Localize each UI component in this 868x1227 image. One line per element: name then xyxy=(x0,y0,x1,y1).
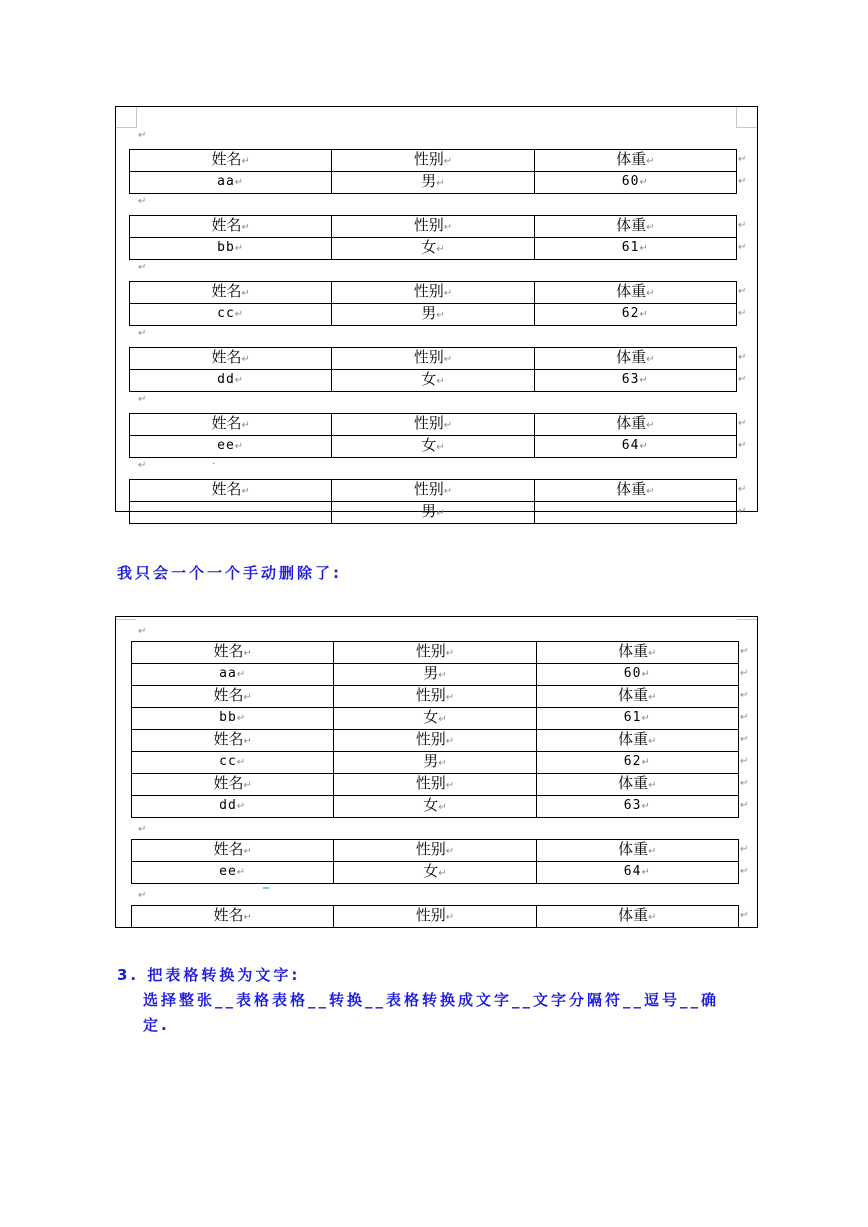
table-cell: 姓名↵ xyxy=(130,282,332,304)
step3-instructions-end: 定. xyxy=(143,1016,170,1034)
word-table xyxy=(129,479,737,524)
cell-end-mark: ↵ xyxy=(445,692,455,703)
table-cell: 63↵ xyxy=(534,370,736,392)
table-cell: 女↵ xyxy=(332,238,534,260)
table-cell: 姓名↵ xyxy=(132,730,334,752)
table-cell: 姓名↵ xyxy=(132,840,334,862)
row-end-mark: ↵ xyxy=(738,154,747,165)
cell-end-mark: ↵ xyxy=(436,442,445,453)
cell-end-mark: ↵ xyxy=(646,288,655,299)
row-end-mark: ↵ xyxy=(738,374,747,385)
table-cell: 女↵ xyxy=(334,796,536,818)
table-cell: ee↵ xyxy=(130,436,332,458)
word-table xyxy=(129,149,737,194)
cell-end-mark: ↵ xyxy=(236,757,247,768)
cursor-mark xyxy=(263,887,269,889)
table-cell: 女↵ xyxy=(332,370,534,392)
row-end-mark: ↵ xyxy=(738,418,747,429)
table-row xyxy=(130,436,737,458)
row-end-mark: ↵ xyxy=(740,910,749,921)
cell-end-mark: ↵ xyxy=(438,868,447,879)
table-cell: 体重↵ xyxy=(534,480,736,502)
table-cell: cc↵ xyxy=(132,752,334,774)
row-end-mark: ↵ xyxy=(738,286,747,297)
paragraph-mark: ↵ xyxy=(138,460,147,471)
cell-end-mark: ↵ xyxy=(241,486,250,497)
row-end-mark: ↵ xyxy=(740,646,749,657)
cell-end-mark: ↵ xyxy=(234,243,245,254)
table-cell: 姓名↵ xyxy=(130,150,332,172)
cell-end-mark: ↵ xyxy=(648,912,657,923)
cell-end-mark: ↵ xyxy=(639,177,649,188)
row-end-mark: ↵ xyxy=(738,484,747,495)
word-screenshot-merged-tables xyxy=(115,616,758,928)
row-end-mark: ↵ xyxy=(738,506,747,517)
table-cell: 体重↵ xyxy=(534,348,736,370)
table-cell: 性别↵ xyxy=(332,216,534,238)
word-table xyxy=(131,905,739,928)
table-cell: 性别↵ xyxy=(334,906,536,928)
cell-end-mark: ↵ xyxy=(443,222,453,233)
table-row xyxy=(132,686,739,708)
table-cell: 体重↵ xyxy=(534,414,736,436)
table-cell: 性别↵ xyxy=(332,480,534,502)
cell-end-mark: ↵ xyxy=(646,156,655,167)
paragraph-mark: ↵ xyxy=(138,130,147,141)
table-row xyxy=(130,348,737,370)
table-cell: 性别↵ xyxy=(334,840,536,862)
word-table xyxy=(129,413,737,458)
row-end-mark: ↵ xyxy=(738,440,747,451)
table-cell: 性别↵ xyxy=(332,414,534,436)
cell-end-mark: ↵ xyxy=(445,736,455,747)
caption-manual-delete: 我只会一个一个手动删除了: xyxy=(117,564,342,582)
cell-end-mark: ↵ xyxy=(648,736,657,747)
stray-dot: . xyxy=(212,457,215,467)
cell-end-mark: ↵ xyxy=(241,420,250,431)
table-cell: 60↵ xyxy=(534,172,736,194)
table-cell: bb↵ xyxy=(132,708,334,730)
table-cell: 女↵ xyxy=(334,708,536,730)
table-cell: 体重↵ xyxy=(534,150,736,172)
table-cell: 性别↵ xyxy=(332,150,534,172)
table-cell: ee↵ xyxy=(132,862,334,884)
table-cell: aa↵ xyxy=(132,664,334,686)
table-cell: 体重↵ xyxy=(534,216,736,238)
table-cell: 体重↵ xyxy=(536,774,738,796)
table-row xyxy=(132,840,739,862)
cell-end-mark: ↵ xyxy=(438,758,447,769)
cell-end-mark: ↵ xyxy=(234,177,245,188)
cell-end-mark: ↵ xyxy=(236,867,247,878)
cell-end-mark: ↵ xyxy=(243,912,252,923)
table-row xyxy=(130,282,737,304)
row-end-mark: ↵ xyxy=(740,690,749,701)
table-row xyxy=(130,480,737,502)
row-end-mark: ↵ xyxy=(738,176,747,187)
cell-end-mark: ↵ xyxy=(445,780,455,791)
cell-end-mark: ↵ xyxy=(243,736,252,747)
table-cell: 姓名↵ xyxy=(130,348,332,370)
table-row xyxy=(132,774,739,796)
table-cell: 性别↵ xyxy=(332,282,534,304)
row-end-mark: ↵ xyxy=(738,242,747,253)
page-corner-mark xyxy=(737,617,757,620)
cell-end-mark: ↵ xyxy=(438,670,447,681)
table-cell: cc↵ xyxy=(130,304,332,326)
cell-end-mark: ↵ xyxy=(443,486,453,497)
table-cell: 性别↵ xyxy=(334,730,536,752)
cell-end-mark: ↵ xyxy=(445,846,455,857)
cell-end-mark: ↵ xyxy=(236,669,247,680)
cell-end-mark: ↵ xyxy=(648,846,657,857)
cell-end-mark: ↵ xyxy=(648,780,657,791)
table-row xyxy=(132,730,739,752)
cell-end-mark: ↵ xyxy=(646,420,655,431)
table-row xyxy=(132,862,739,884)
cell-end-mark: ↵ xyxy=(639,375,649,386)
cell-end-mark: ↵ xyxy=(646,222,655,233)
cell-end-mark: ↵ xyxy=(241,222,250,233)
table-cell xyxy=(534,502,736,524)
cell-end-mark: ↵ xyxy=(641,713,651,724)
cell-end-mark: ↵ xyxy=(646,354,655,365)
cell-end-mark: ↵ xyxy=(438,714,447,725)
table-row xyxy=(132,708,739,730)
table-cell: 姓名↵ xyxy=(132,906,334,928)
table-cell: 性别↵ xyxy=(332,348,534,370)
row-end-mark: ↵ xyxy=(738,220,747,231)
cell-end-mark: ↵ xyxy=(234,309,245,320)
table-cell: dd↵ xyxy=(130,370,332,392)
table-cell: 性别↵ xyxy=(334,642,536,664)
table-row xyxy=(130,502,737,524)
table-cell: 63↵ xyxy=(536,796,738,818)
page-corner-mark xyxy=(116,617,136,620)
cell-end-mark: ↵ xyxy=(639,309,649,320)
row-end-mark: ↵ xyxy=(740,800,749,811)
paragraph-mark: ↵ xyxy=(138,824,147,835)
cell-end-mark: ↵ xyxy=(436,376,445,387)
table-cell: 男↵ xyxy=(332,172,534,194)
table-cell: 姓名↵ xyxy=(130,216,332,238)
word-table xyxy=(129,281,737,326)
table-cell: dd↵ xyxy=(132,796,334,818)
table-cell: 62↵ xyxy=(534,304,736,326)
row-end-mark: ↵ xyxy=(740,668,749,679)
cell-end-mark: ↵ xyxy=(241,156,250,167)
table-cell: 男↵ xyxy=(334,664,536,686)
table-cell: 61↵ xyxy=(534,238,736,260)
cell-end-mark: ↵ xyxy=(243,648,252,659)
word-table xyxy=(129,347,737,392)
table-row xyxy=(132,752,739,774)
table-row xyxy=(130,216,737,238)
table-row xyxy=(130,238,737,260)
table-cell: 62↵ xyxy=(536,752,738,774)
table-cell xyxy=(130,502,332,524)
cell-end-mark: ↵ xyxy=(443,288,453,299)
row-end-mark: ↵ xyxy=(740,756,749,767)
row-end-mark: ↵ xyxy=(738,308,747,319)
cell-end-mark: ↵ xyxy=(445,912,455,923)
table-row xyxy=(130,304,737,326)
table-row xyxy=(132,664,739,686)
table-cell: 体重↵ xyxy=(536,686,738,708)
table-cell: 姓名↵ xyxy=(132,686,334,708)
table-row xyxy=(130,172,737,194)
cell-end-mark: ↵ xyxy=(436,508,445,519)
table-cell: 姓名↵ xyxy=(132,774,334,796)
table-cell: 61↵ xyxy=(536,708,738,730)
table-row xyxy=(130,370,737,392)
paragraph-mark: ↵ xyxy=(138,394,147,405)
table-cell: aa↵ xyxy=(130,172,332,194)
cell-end-mark: ↵ xyxy=(438,802,447,813)
table-cell: 男↵ xyxy=(334,752,536,774)
paragraph-mark: ↵ xyxy=(138,262,147,273)
cell-end-mark: ↵ xyxy=(243,692,252,703)
table-cell: 姓名↵ xyxy=(130,414,332,436)
page-corner-mark xyxy=(116,107,137,128)
cell-end-mark: ↵ xyxy=(436,178,445,189)
cell-end-mark: ↵ xyxy=(443,354,453,365)
cell-end-mark: ↵ xyxy=(241,288,250,299)
cell-end-mark: ↵ xyxy=(234,441,245,452)
row-end-mark: ↵ xyxy=(740,734,749,745)
table-cell: 体重↵ xyxy=(536,642,738,664)
cell-end-mark: ↵ xyxy=(234,375,245,386)
table-cell: 女↵ xyxy=(332,436,534,458)
table-cell: 男↵ xyxy=(332,502,534,524)
paragraph-mark: ↵ xyxy=(138,890,147,901)
row-end-mark: ↵ xyxy=(738,352,747,363)
step3-title: 3. 把表格转换为文字: xyxy=(117,966,301,984)
row-end-mark: ↵ xyxy=(740,712,749,723)
table-cell: 性别↵ xyxy=(334,686,536,708)
cell-end-mark: ↵ xyxy=(639,441,649,452)
table-cell: 姓名↵ xyxy=(130,480,332,502)
word-table xyxy=(129,215,737,260)
paragraph-mark: ↵ xyxy=(138,196,147,207)
table-row xyxy=(132,796,739,818)
cell-end-mark: ↵ xyxy=(241,354,250,365)
cell-end-mark: ↵ xyxy=(436,244,445,255)
cell-end-mark: ↵ xyxy=(641,669,651,680)
table-cell: 体重↵ xyxy=(536,906,738,928)
table-cell: 64↵ xyxy=(536,862,738,884)
cell-end-mark: ↵ xyxy=(648,648,657,659)
row-end-mark: ↵ xyxy=(740,866,749,877)
cell-end-mark: ↵ xyxy=(639,243,649,254)
table-cell: 60↵ xyxy=(536,664,738,686)
table-cell: 体重↵ xyxy=(534,282,736,304)
table-cell: 体重↵ xyxy=(536,840,738,862)
cell-end-mark: ↵ xyxy=(445,648,455,659)
table-cell: bb↵ xyxy=(130,238,332,260)
cell-end-mark: ↵ xyxy=(641,757,651,768)
step3-instructions: 选择整张__表格表格__转换__表格转换成文字__文字分隔符__逗号__确 xyxy=(143,991,720,1009)
cell-end-mark: ↵ xyxy=(443,420,453,431)
table-row xyxy=(130,150,737,172)
cell-end-mark: ↵ xyxy=(443,156,453,167)
row-end-mark: ↵ xyxy=(740,778,749,789)
cell-end-mark: ↵ xyxy=(436,310,445,321)
table-row xyxy=(132,642,739,664)
word-screenshot-separate-tables xyxy=(115,106,758,520)
table-cell: 64↵ xyxy=(534,436,736,458)
word-table xyxy=(131,839,739,884)
table-cell: 姓名↵ xyxy=(132,642,334,664)
cell-end-mark: ↵ xyxy=(243,846,252,857)
cell-end-mark: ↵ xyxy=(641,867,651,878)
paragraph-mark: ↵ xyxy=(138,626,147,637)
table-cell: 性别↵ xyxy=(334,774,536,796)
cell-end-mark: ↵ xyxy=(243,780,252,791)
table-cell: 体重↵ xyxy=(536,730,738,752)
cell-end-mark: ↵ xyxy=(648,692,657,703)
cell-end-mark: ↵ xyxy=(641,801,651,812)
row-end-mark: ↵ xyxy=(740,844,749,855)
cell-end-mark: ↵ xyxy=(236,713,247,724)
cell-end-mark: ↵ xyxy=(646,486,655,497)
table-row xyxy=(130,414,737,436)
table-cell: 女↵ xyxy=(334,862,536,884)
table-row xyxy=(132,906,739,928)
cell-end-mark: ↵ xyxy=(236,801,247,812)
paragraph-mark: ↵ xyxy=(138,328,147,339)
table-cell: 男↵ xyxy=(332,304,534,326)
page-corner-mark xyxy=(736,107,757,128)
word-table xyxy=(131,641,739,818)
